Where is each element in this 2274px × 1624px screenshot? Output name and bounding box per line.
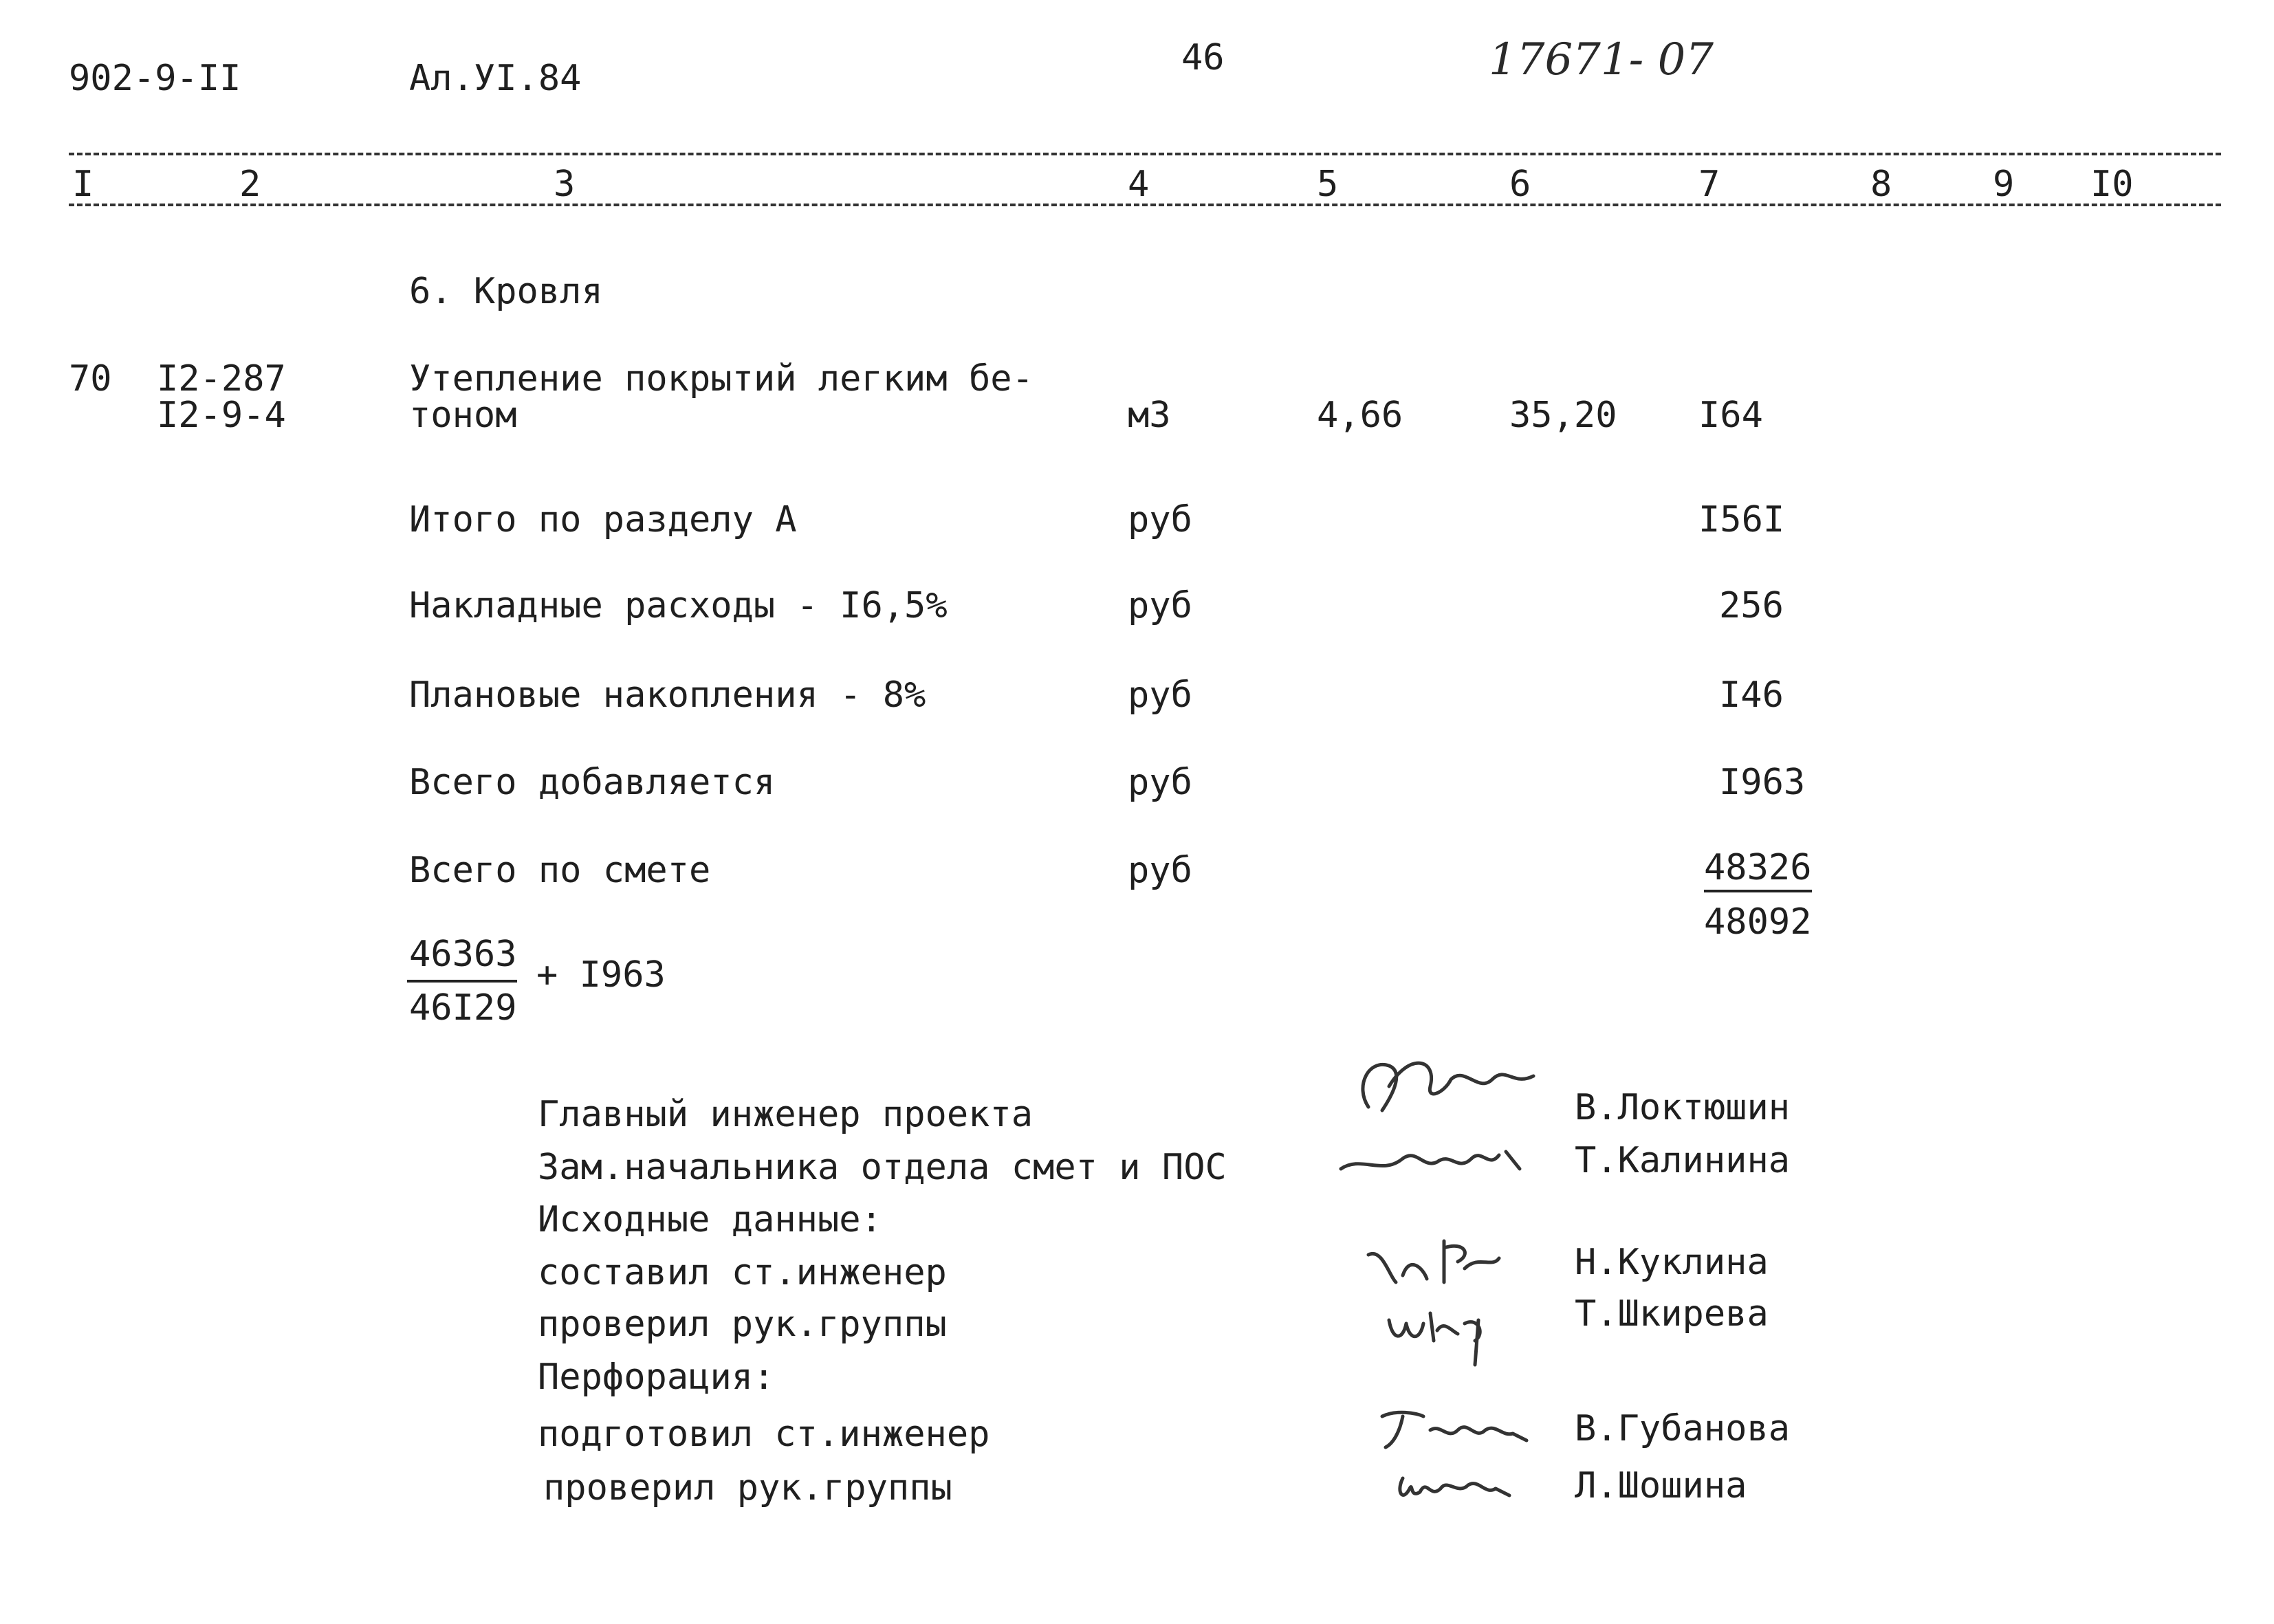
signature-role: Перфорация: — [538, 1357, 775, 1398]
handwritten-signature-icon — [1341, 1045, 1561, 1128]
signatory-name: Т.Калинина — [1575, 1140, 1791, 1181]
handwritten-signature-icon — [1334, 1128, 1554, 1189]
item-code-2: I2-9-4 — [157, 395, 286, 436]
doc-code: 902-9-II — [69, 58, 241, 99]
handwritten-signature-icon — [1382, 1293, 1520, 1368]
summary-label: Накладные расходы - I6,5% — [409, 585, 948, 626]
summary-unit: руб — [1128, 762, 1192, 803]
item-description-1: Утепление покрытий легким бе- — [409, 358, 1034, 399]
formula-numerator: 46363 — [409, 934, 517, 975]
col-1: I — [72, 164, 94, 205]
signature-role: Исходные данные: — [538, 1199, 882, 1240]
signature-role: Зам.начальника отдела смет и ПОС — [538, 1147, 1227, 1188]
handwritten-signature-icon — [1375, 1403, 1540, 1458]
signatory-name: В.Губанова — [1575, 1408, 1791, 1449]
col-8: 8 — [1870, 164, 1892, 205]
signature-role: проверил рук.группы — [538, 1304, 947, 1345]
summary-label: Всего добавляется — [409, 762, 776, 803]
summary-value: I56I — [1698, 499, 1785, 540]
summary-label: Итого по разделу А — [409, 499, 797, 540]
grand-total-value: 48326 — [1704, 850, 1812, 892]
column-header-bottom-rule — [69, 204, 2221, 206]
formula-denominator: 46I29 — [409, 987, 517, 1029]
signatory-name: Т.Шкирева — [1575, 1293, 1769, 1335]
signatory-name: В.Локтюшин — [1575, 1087, 1791, 1128]
section-title: 6. Кровля — [409, 271, 603, 312]
col-3: 3 — [554, 164, 576, 205]
item-quantity: 4,66 — [1317, 395, 1403, 436]
item-code-1: I2-287 — [157, 358, 286, 399]
page-number: 46 — [1181, 37, 1225, 78]
summary-value: I46 — [1719, 674, 1784, 716]
signature-role: подготовил ст.инженер — [538, 1414, 990, 1455]
col-4: 4 — [1128, 164, 1150, 205]
item-total: I64 — [1698, 395, 1763, 436]
item-unit-price: 35,20 — [1509, 395, 1617, 436]
summary-label: Всего по смете — [409, 850, 711, 891]
summary-unit: руб — [1128, 585, 1192, 626]
col-5: 5 — [1317, 164, 1339, 205]
item-number: 70 — [69, 358, 112, 399]
column-header-top-rule — [69, 153, 2221, 155]
signatory-name: Л.Шошина — [1575, 1465, 1747, 1506]
handwritten-signature-icon — [1362, 1227, 1513, 1296]
album-number: Ал.УI.84 — [409, 58, 582, 99]
col-9: 9 — [1993, 164, 2015, 205]
summary-value: 256 — [1719, 585, 1784, 626]
handwritten-signature-icon — [1389, 1458, 1540, 1513]
item-unit: м3 — [1128, 395, 1171, 436]
signature-role: проверил рук.группы — [543, 1467, 952, 1508]
summary-label: Плановые накопления - 8% — [409, 674, 926, 716]
col-7: 7 — [1698, 164, 1720, 205]
item-description-2: тоном — [409, 395, 517, 436]
summary-unit: руб — [1128, 499, 1192, 540]
handwritten-doc-number: 17671- 07 — [1489, 34, 1714, 85]
grand-total-value-secondary: 48092 — [1704, 901, 1812, 943]
summary-unit: руб — [1128, 674, 1192, 716]
signatory-name: Н.Куклина — [1575, 1242, 1769, 1283]
col-10: I0 — [2090, 164, 2134, 205]
signature-role: составил ст.инженер — [538, 1252, 947, 1293]
summary-unit: руб — [1128, 850, 1192, 891]
formula-addend: + I963 — [536, 954, 666, 996]
summary-value: I963 — [1719, 762, 1806, 803]
col-2: 2 — [239, 164, 261, 205]
signature-role: Главный инженер проекта — [538, 1094, 1034, 1135]
formula-fraction-bar — [407, 980, 517, 983]
col-6: 6 — [1509, 164, 1531, 205]
